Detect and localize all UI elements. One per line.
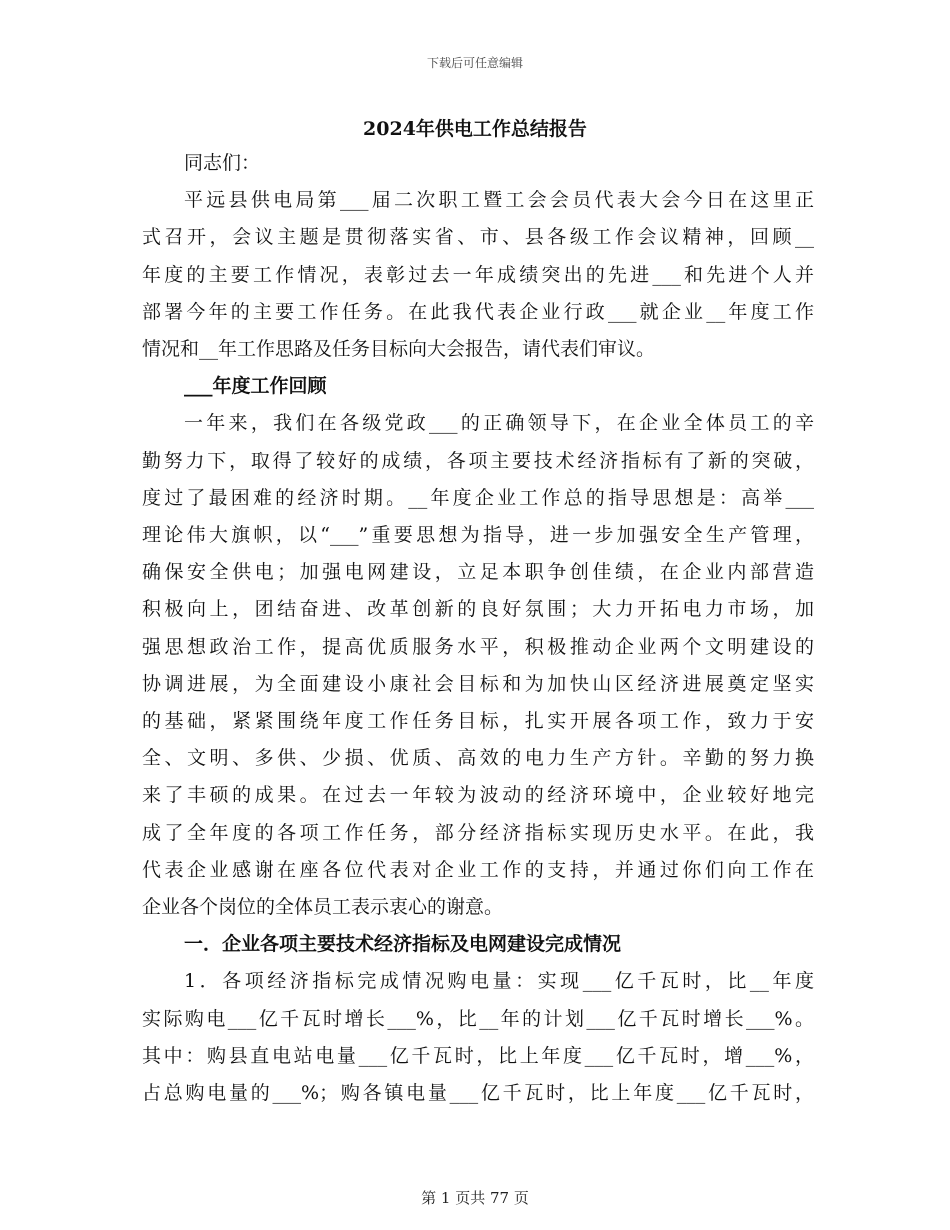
paragraph-line: 来了丰硕的成果。在过去一年较为波动的经济环境中，企业较好地完 (142, 784, 814, 807)
salutation: 同志们： (184, 152, 261, 174)
paragraph-line: 一年来，我们在各级党政___的正确领导下，在企业全体员工的辛 (184, 412, 814, 435)
paragraph-line: 年度的主要工作情况，表彰过去一年成绩突出的先进___和先进个人并 (142, 263, 814, 286)
paragraph-line: 企业各个岗位的全体员工表示衷心的谢意。 (142, 896, 504, 919)
paragraph-line: 其中：购县直电站电量___亿千瓦时，比上年度___亿千瓦时，增___%， (142, 1044, 814, 1067)
paragraph-line: 实际购电___亿千瓦时增长___%，比__年的计划___亿千瓦时增长___%。 (142, 1007, 814, 1030)
paragraph-line: 1．各项经济指标完成情况购电量：实现___亿千瓦时，比__年度 (184, 970, 814, 993)
paragraph-line: 的基础，紧紧围绕年度工作任务目标，扎实开展各项工作，致力于安 (142, 710, 814, 733)
page-footer: 第 1 页共 77 页 (421, 1189, 529, 1207)
paragraph-line: 勤努力下，取得了较好的成绩，各项主要技术经济指标有了新的突破， (142, 449, 814, 472)
paragraph-line: 式召开，会议主题是贯彻落实省、市、县各级工作会议精神，回顾__ (142, 226, 814, 249)
paragraph-line: 全、文明、多供、少损、优质、高效的电力生产方针。辛勤的努力换 (142, 747, 814, 770)
paragraph-line: 代表企业感谢在座各位代表对企业工作的支持，并通过你们向工作在 (142, 858, 814, 881)
paragraph-line: 积极向上，团结奋进、改革创新的良好氛围；大力开拓电力市场，加 (142, 598, 814, 621)
paragraph-line: 度过了最困难的经济时期。__年度企业工作总的指导思想是：高举___ (142, 486, 814, 509)
document-title: 2024年供电工作总结报告 (363, 118, 587, 140)
paragraph-line: 成了全年度的各项工作任务，部分经济指标实现历史水平。在此，我 (142, 821, 814, 844)
header-note: 下载后可任意编辑 (426, 56, 523, 70)
paragraph-line: 平远县供电局第___届二次职工暨工会会员代表大会今日在这里正 (184, 189, 814, 212)
section-heading: 一．企业各项主要技术经济指标及电网建设完成情况 (184, 933, 622, 956)
paragraph-line: 理论伟大旗帜，以“___”重要思想为指导，进一步加强安全生产管理， (142, 524, 814, 547)
paragraph-line: 占总购电量的___%；购各镇电量___亿千瓦时，比上年度___亿千瓦时， (142, 1082, 814, 1105)
paragraph-line: 情况和__年工作思路及任务目标向大会报告，请代表们审议。 (142, 338, 656, 361)
paragraph-line: 强思想政治工作，提高优质服务水平，积极推动企业两个文明建设的 (142, 635, 814, 658)
paragraph-line: 确保安全供电；加强电网建设，立足本职争创佳绩，在企业内部营造 (142, 561, 814, 584)
section-heading: ___年度工作回顾 (184, 375, 327, 398)
paragraph-line: 部署今年的主要工作任务。在此我代表企业行政___就企业__年度工作 (142, 300, 814, 323)
document-body (142, 145, 814, 1112)
paragraph-line: 协调进展，为全面建设小康社会目标和为加快山区经济进展奠定坚实 (142, 672, 814, 695)
